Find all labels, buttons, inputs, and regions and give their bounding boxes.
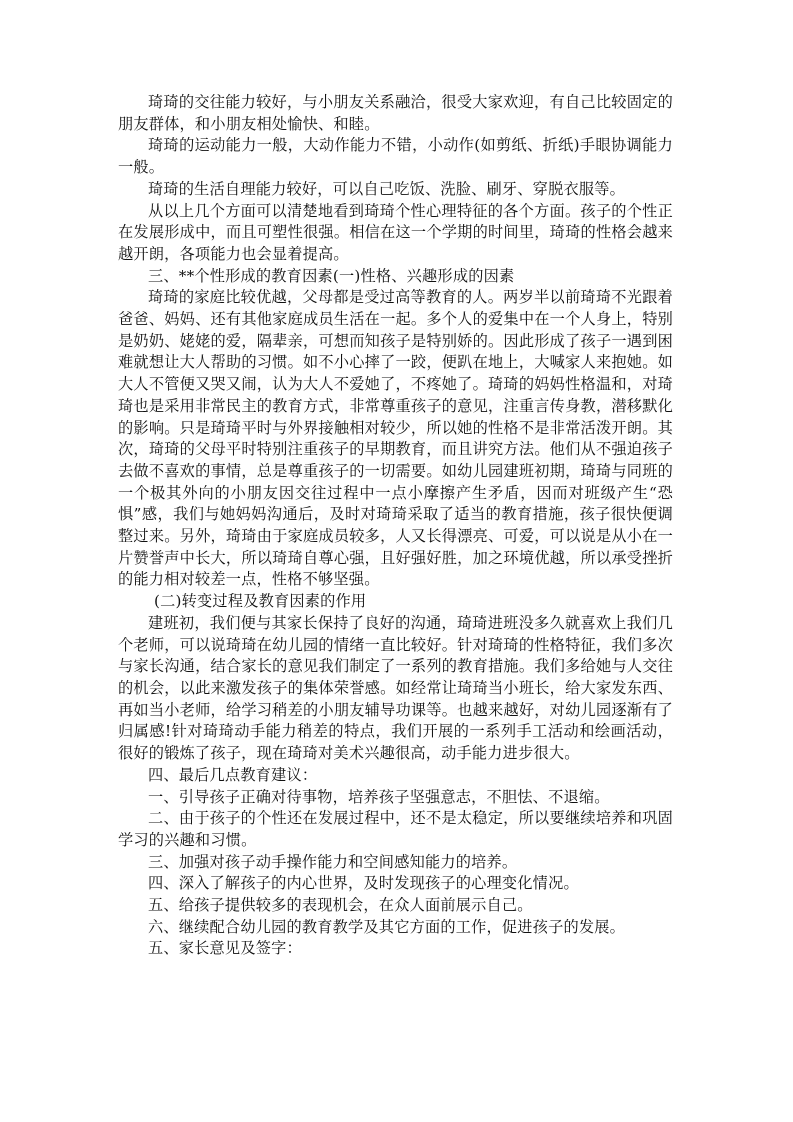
paragraph-family-factors: 琦琦的家庭比较优越，父母都是受过高等教育的人。两岁半以前琦琦不光跟着爸爸、妈妈、还有其他家庭成员生活在一起。多个人的爱集中在一个人身上，特别是奶奶、姥姥的爱，隔辈亲，可想而知孩子是特别娇的。因此形成了孩子一遇到困难就想让大人帮助的习惯。如不小心摔了一跤，便趴在地上，大喊家人来抱她。如大人不管便又哭又闹，认为大人不爱她了，不疼她了。琦琦的妈妈性格温和，对琦琦也是采用非常民主的教育方式，非常尊重孩子的意见，注重言传身教，潜移默化的影响。只是琦琦平时与外界接触相对较少，所以她的性格不是非常活泼开朗。其次，琦琦的父母平时特别注重孩子的早期教育，而且讲究方法。他们从不强迫孩子去做不喜欢的事情，总是尊重孩子的一切需要。如幼儿园建班初期，琦琦与同班的一个极其外向的小朋友因交往过程中一点小摩擦产生矛盾，因而对班级产生“恐惧”感，我们与她妈妈沟通后，及时对琦琦采取了适当的教育措施，孩子很快便调整过来。另外，琦琦由于家庭成员较多，人又长得漂亮、可爱，可以说是从小在一片赞誉声中长大，所以琦琦自尊心强，且好强好胜，加之环境优越，所以承受挫折的能力相对较差一点，性格不够坚强。 (118, 288, 673, 589)
section-heading-parent-signature: 五、家长意见及签字： (148, 939, 302, 958)
subsection-heading-two: (二)转变过程及教育因素的作用 (154, 592, 367, 611)
suggestion-item-4: 四、深入了解孩子的内心世界，及时发现孩子的心理变化情况。 (148, 874, 579, 893)
paragraph-self-care-ability: 琦琦的生活自理能力较好，可以自己吃饭、洗脸、刷牙、穿脱衣服等。 (148, 179, 626, 198)
section-heading-four: 四、最后几点教育建议： (148, 765, 318, 784)
suggestion-item-5: 五、给孩子提供较多的表现机会，在众人面前展示自己。 (148, 896, 533, 915)
paragraph-summary: 从以上几个方面可以清楚地看到琦琦个性心理特征的各个方面。孩子的个性正在发展形成中，而且可塑性很强。相信在这一个学期的时间里，琦琦的性格会越来越开朗，各项能力也会显着提高。 (118, 201, 673, 263)
paragraph-transformation: 建班初，我们便与其家长保持了良好的沟通，琦琦进班没多久就喜欢上我们几个老师，可以说琦琦在幼儿园的情绪一直比较好。针对琦琦的性格特征，我们多次与家长沟通，结合家长的意见我们制定了一系列的教育措施。我们多给她与人交往的机会，以此来激发孩子的集体荣誉感。如经常让琦琦当小班长，给大家发东西、再如当小老师，给学习稍差的小朋友辅导功课等。也越来越好，对幼儿园逐渐有了归属感!针对琦琦动手能力稍差的特点，我们开展的一系列手工活动和绘画活动，很好的锻炼了孩子，现在琦琦对美术兴趣很高，动手能力进步很大。 (118, 613, 673, 763)
document-page (118, 92, 673, 960)
suggestion-item-6: 六、继续配合幼儿园的教育教学及其它方面的工作，促进孩子的发展。 (148, 917, 626, 936)
suggestion-item-1: 一、引导孩子正确对待事物，培养孩子坚强意志，不胆怯、不退缩。 (148, 787, 610, 806)
suggestion-item-2: 二、由于孩子的个性还在发展过程中，还不是太稳定，所以要继续培养和巩固学习的兴趣和习惯。 (118, 809, 673, 849)
paragraph-motor-ability: 琦琦的运动能力一般，大动作能力不错，小动作(如剪纸、折纸)手眼协调能力一般。 (118, 136, 673, 177)
suggestion-item-3: 三、加强对孩子动手操作能力和空间感知能力的培养。 (148, 852, 518, 871)
paragraph-social-ability: 琦琦的交往能力较好，与小朋友关系融洽，很受大家欢迎，有自己比较固定的朋友群体，和小朋友相处愉快、和睦。 (118, 93, 673, 133)
section-heading-three: 三、**个性形成的教育因素(一)性格、兴趣形成的因素 (148, 266, 515, 285)
